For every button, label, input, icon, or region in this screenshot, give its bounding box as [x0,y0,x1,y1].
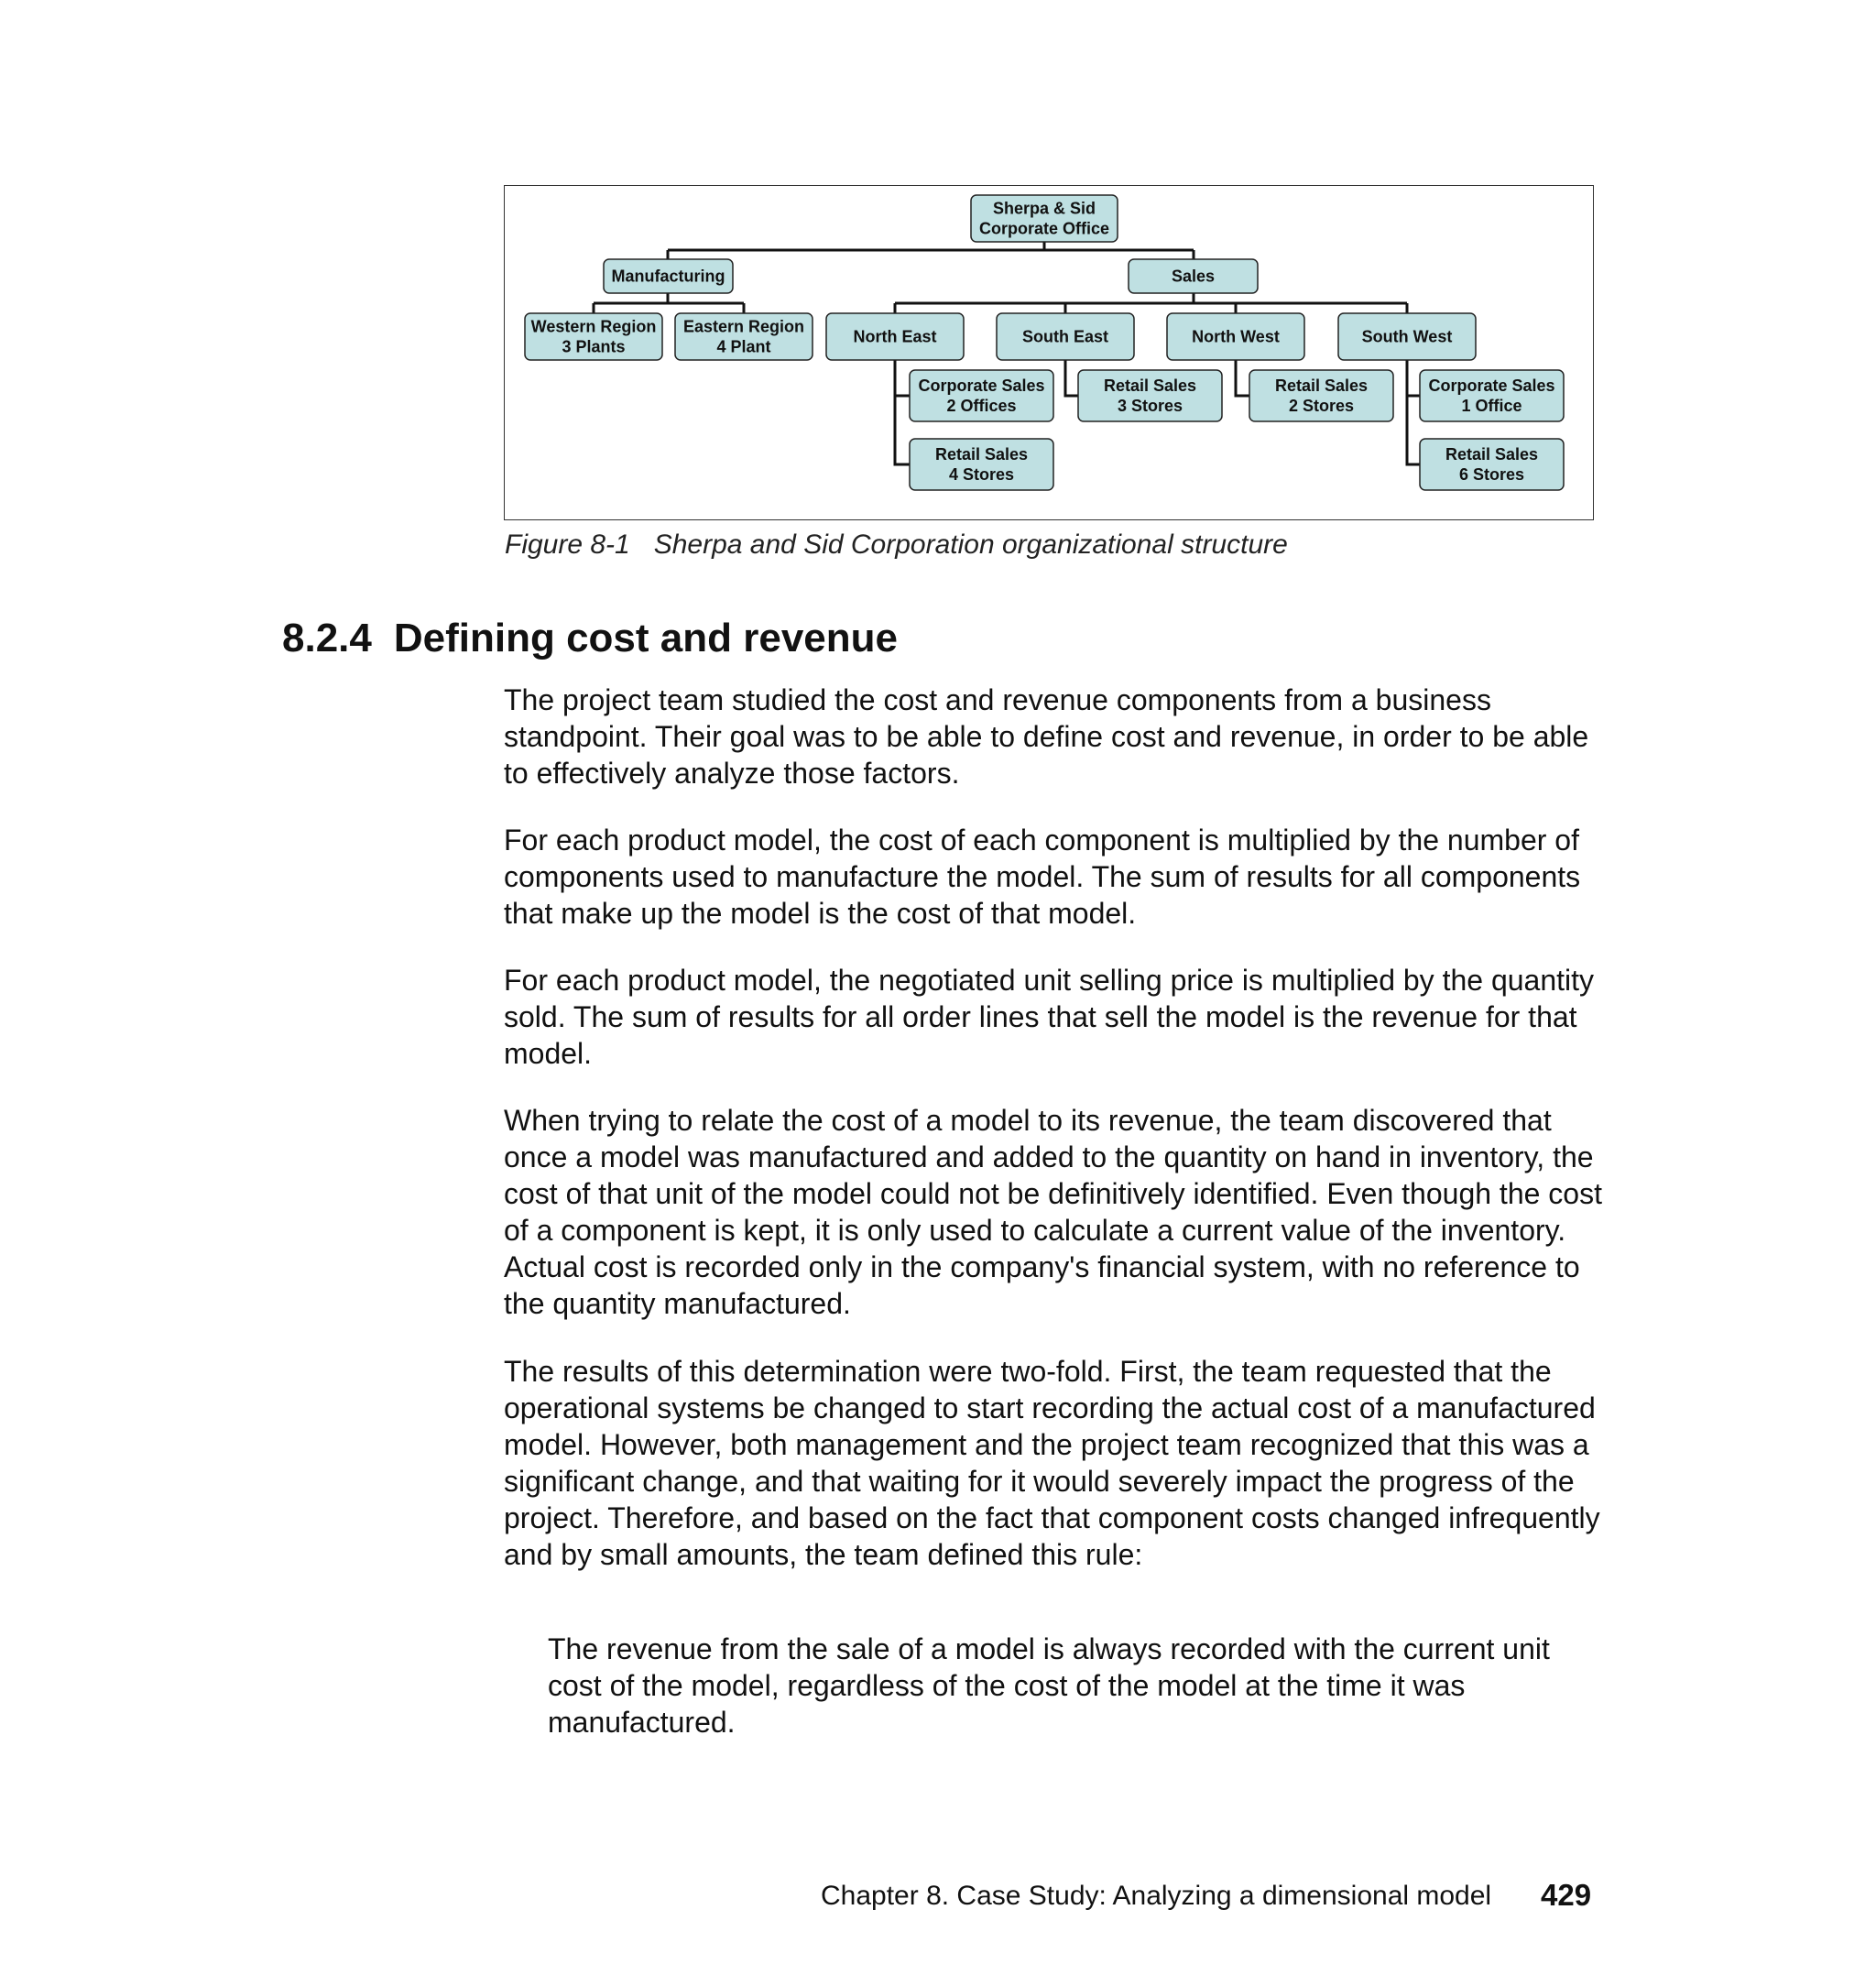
org-node-label: 1 Office [1461,397,1522,415]
figure-caption [505,529,1288,561]
section-heading [282,616,898,661]
paragraph-2 [504,822,1603,932]
org-connector-line [1065,360,1078,396]
org-node-southwest [1338,313,1476,360]
org-node-label: Retail Sales [1445,445,1539,464]
org-node-label: Retail Sales [1103,376,1197,395]
org-connector-line [1407,360,1420,464]
org-node-southeast [997,313,1134,360]
org-node-label: Retail Sales [1274,376,1369,395]
org-node-northeast [826,313,964,360]
org-node-nw-retail [1249,370,1393,421]
org-node-eastern [675,313,813,360]
org-node-label: South West [1361,327,1453,346]
org-node-corporate [971,195,1118,242]
org-node-label: 6 Stores [1458,465,1525,484]
org-node-sales [1129,259,1258,293]
org-chart [505,186,1595,521]
section-number: 8.2.4 [282,616,372,660]
paragraph-text: When trying to relate the cost of a model to its revenue, the team discovered that once a model was manufactured and added to the quantity on hand in inventory, the cost of that unit of the model could not be definitively identified. Even though the cost of a component is kept, it is only used to calculate a current value of the inventory. Actual cost is recorded only in the company's financial system, with no reference to the quantity manufactured. [504,1104,1602,1320]
paragraph-4 [504,1102,1603,1322]
org-node-label: Western Region [530,317,657,336]
figure-caption-number: Figure 8-1 [505,529,630,560]
org-node-label: 2 Stores [1288,397,1355,415]
org-node-label: Corporate Sales [1428,376,1555,395]
org-node-northwest [1167,313,1304,360]
paragraph-5 [504,1353,1603,1573]
rule-quote: The revenue from the sale of a model is always recorded with the current unit cost of the model, regardless of the cost of the model at the time it was manufactured. [548,1632,1550,1739]
org-node-label: Manufacturing [611,267,725,286]
org-node-label: 2 Offices [946,397,1017,415]
org-node-label: Retail Sales [934,445,1029,464]
org-node-label: Corporate Office [978,219,1110,238]
org-chart-figure [504,185,1594,520]
org-node-se-retail [1078,370,1222,421]
org-node-label: 3 Plants [562,337,626,356]
org-node-label: Eastern Region [682,317,805,336]
chapter-footer: Chapter 8. Case Study: Analyzing a dimensional model [821,1881,1492,1911]
org-node-manufacturing [604,259,733,293]
page-number: 429 [1541,1878,1592,1912]
org-node-label: Sales [1171,267,1216,286]
org-node-western [525,313,662,360]
org-connector-line [895,360,910,464]
org-node-label: Corporate Sales [918,376,1045,395]
org-node-sw-retail [1420,439,1564,490]
paragraph-3 [504,962,1603,1072]
org-node-label: 4 Plant [716,337,771,356]
org-node-label: South East [1021,327,1109,346]
org-node-label: Sherpa & Sid [992,199,1096,218]
org-node-ne-corp [910,370,1053,421]
org-connector-line [1236,360,1249,396]
org-node-sw-corp [1420,370,1564,421]
paragraph-text: The results of this determination were two-fold. First, the team requested that the operational systems be changed to start recording the actual cost of a manufactured model. However, both management and the project team recognized that this was a significant change, and that waiting for it would severely impact the progress of the project. Therefore, and based on the fact that component costs changed infrequently and by small amounts, the team defined this rule: [504,1355,1600,1571]
paragraph-text: The project team studied the cost and revenue components from a business standpoint. Their goal was to be able to define cost and revenue, in order to be able to effectively analyze those factors. [504,683,1589,790]
section-title-text: Defining cost and revenue [393,616,898,660]
figure-caption-text: Sherpa and Sid Corporation organizational structure [653,529,1288,560]
org-node-label: 4 Stores [948,465,1015,484]
paragraph-1 [504,682,1603,791]
paragraph-text: For each product model, the negotiated unit selling price is multiplied by the quantity sold. The sum of results for all order lines that sell the model is the revenue for that model. [504,964,1595,1070]
paragraph-text: For each product model, the cost of each component is multiplied by the number of components used to manufacture the model. The sum of results for all components that make up the model is the cost of that model. [504,824,1581,930]
org-node-label: North East [853,327,937,346]
org-node-label: 3 Stores [1117,397,1183,415]
org-node-ne-retail [910,439,1053,490]
org-node-label: North West [1192,327,1280,346]
